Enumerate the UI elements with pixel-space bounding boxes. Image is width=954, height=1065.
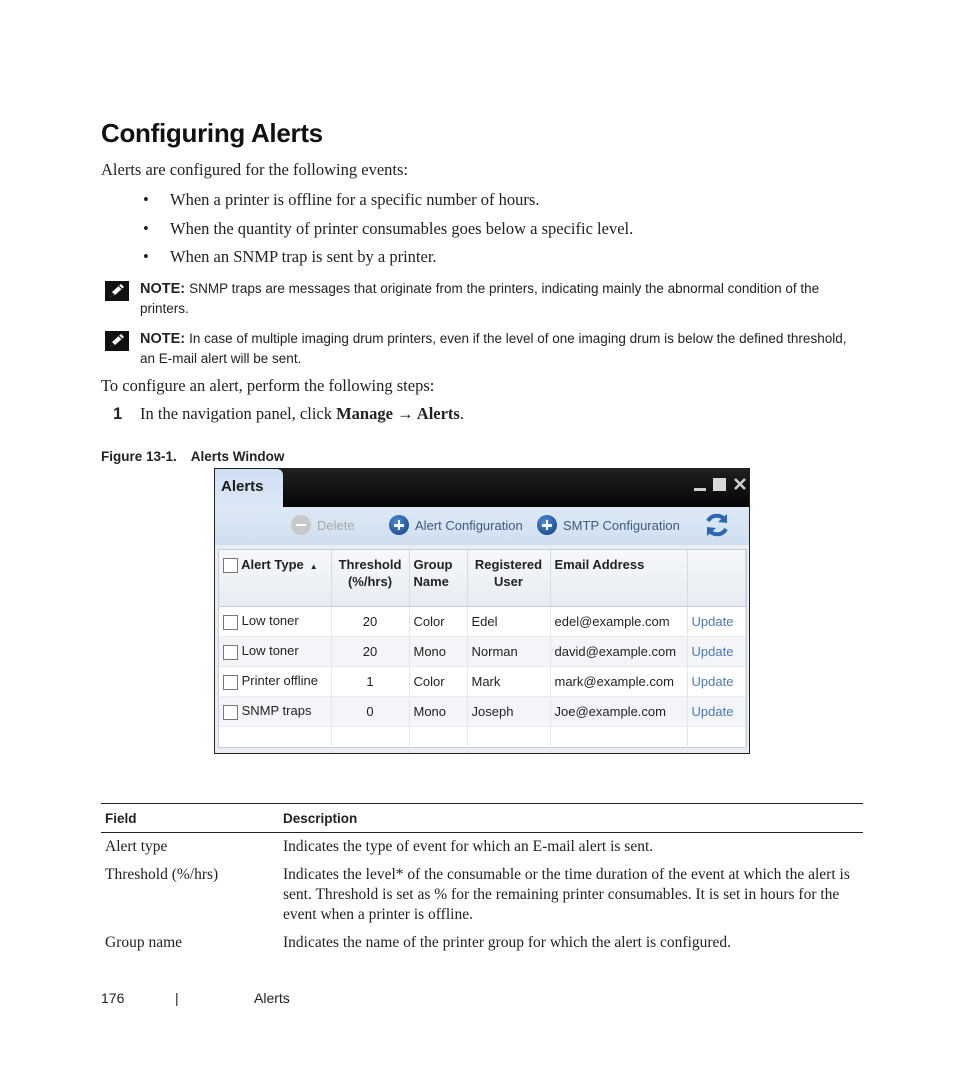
note-label: NOTE: xyxy=(140,281,186,297)
alerts-grid xyxy=(218,549,747,748)
figure-title: Alerts Window xyxy=(190,449,285,464)
bullet-icon: • xyxy=(143,190,149,209)
field-description: Indicates the type of event for which an E-mail alert is sent. xyxy=(283,838,654,855)
pencil-note-icon xyxy=(105,331,129,351)
figure-caption xyxy=(101,449,284,464)
column-threshold[interactable]: Threshold (%/hrs) xyxy=(331,550,409,607)
steps-intro: To configure an alert, perform the following steps: xyxy=(101,376,435,395)
header-field: Field xyxy=(101,804,279,833)
cell-threshold: 20 xyxy=(331,637,409,667)
cell-user: Edel xyxy=(467,607,550,637)
cell-user: Mark xyxy=(467,667,550,697)
column-action xyxy=(687,550,746,607)
field-description-table xyxy=(101,803,863,957)
column-registered-user[interactable]: Registered User xyxy=(467,550,550,607)
row-checkbox[interactable] xyxy=(223,615,238,630)
note-text: In case of multiple imaging drum printers, even if the level of one imaging drum is below the defined threshold, an E-mail alert will be sent. xyxy=(140,331,847,366)
update-link[interactable]: Update xyxy=(687,637,746,667)
note-imaging-drum xyxy=(101,329,861,369)
alerts-window xyxy=(214,468,750,754)
cell-alert-type: SNMP traps xyxy=(241,703,312,719)
sort-ascending-icon: ▲ xyxy=(309,562,318,571)
plus-circle-icon xyxy=(537,515,557,535)
empty-row xyxy=(219,727,746,755)
figure-label: Figure 13-1. xyxy=(101,449,177,464)
cell-email: david@example.com xyxy=(550,637,687,667)
event-list xyxy=(143,188,633,274)
cell-threshold: 20 xyxy=(331,607,409,637)
cell-alert-type: Printer offline xyxy=(241,673,318,689)
cell-threshold: 1 xyxy=(331,667,409,697)
cell-email: edel@example.com xyxy=(550,607,687,637)
bullet-icon: • xyxy=(143,247,149,266)
cell-email: mark@example.com xyxy=(550,667,687,697)
window-toolbar xyxy=(215,507,749,545)
table-row[interactable] xyxy=(219,637,746,667)
update-link[interactable]: Update xyxy=(687,667,746,697)
step-number: 1 xyxy=(113,405,123,423)
column-group-name[interactable]: Group Name xyxy=(409,550,467,607)
close-icon[interactable] xyxy=(733,477,747,491)
column-alert-type[interactable]: Alert Type ▲ xyxy=(219,550,331,607)
cell-alert-type: Low toner xyxy=(241,613,299,629)
list-item-text: When a printer is offline for a specific number of hours. xyxy=(170,190,540,209)
cell-group: Color xyxy=(409,607,467,637)
window-controls xyxy=(693,477,747,491)
cell-group: Mono xyxy=(409,697,467,727)
intro-text: Alerts are configured for the following events: xyxy=(101,160,408,179)
footer-section: Alerts xyxy=(254,990,290,1006)
maximize-icon[interactable] xyxy=(713,477,727,491)
update-link[interactable]: Update xyxy=(687,697,746,727)
window-titlebar xyxy=(215,469,749,507)
smtp-configuration-button[interactable]: SMTP Configuration xyxy=(537,513,680,537)
field-name: Alert type xyxy=(105,838,168,855)
page-number: 176 xyxy=(101,990,125,1006)
minimize-icon[interactable] xyxy=(693,477,707,491)
field-name: Threshold (%/hrs) xyxy=(105,866,219,883)
field-description: Indicates the level* of the consumable or the time duration of the event at which the alert is sent. Threshold is set as % for the remaining printer consumables. It is set in hours for the event when a printer is offline. xyxy=(283,866,850,923)
cell-group: Color xyxy=(409,667,467,697)
plus-circle-icon xyxy=(389,515,409,535)
list-item xyxy=(143,188,633,217)
row-checkbox[interactable] xyxy=(223,675,238,690)
note-label: NOTE: xyxy=(140,331,186,347)
cell-threshold: 0 xyxy=(331,697,409,727)
alert-configuration-button[interactable]: Alert Configuration xyxy=(389,513,523,537)
list-item xyxy=(143,245,633,274)
table-row xyxy=(101,929,863,957)
table-row xyxy=(101,833,863,862)
footer-divider: | xyxy=(175,990,179,1006)
table-row[interactable] xyxy=(219,607,746,637)
row-checkbox[interactable] xyxy=(223,645,238,660)
cell-alert-type: Low toner xyxy=(241,643,299,659)
note-text: SNMP traps are messages that originate from the printers, indicating mainly the abnormal condition of the printers. xyxy=(140,281,820,316)
field-description: Indicates the name of the printer group for which the alert is configured. xyxy=(283,934,732,951)
cell-user: Joseph xyxy=(467,697,550,727)
bullet-icon: • xyxy=(143,218,149,238)
table-row xyxy=(101,861,863,929)
table-row[interactable] xyxy=(219,667,746,697)
step-1 xyxy=(113,404,464,424)
page-title: Configuring Alerts xyxy=(101,118,323,148)
field-name: Group name xyxy=(105,934,183,951)
cell-group: Mono xyxy=(409,637,467,667)
list-item-text: When the quantity of printer consumables goes below a specific level. xyxy=(170,218,634,238)
column-email-address[interactable]: Email Address xyxy=(550,550,687,607)
update-link[interactable]: Update xyxy=(687,607,746,637)
step-menu-path: Manage → Alerts xyxy=(336,404,460,423)
header-description: Description xyxy=(279,804,863,833)
list-item xyxy=(143,217,633,246)
window-tab-alerts[interactable] xyxy=(215,469,283,507)
pencil-note-icon xyxy=(105,281,129,301)
table-row[interactable] xyxy=(219,697,746,727)
window-title: Alerts xyxy=(221,478,264,495)
refresh-icon[interactable] xyxy=(703,511,731,539)
grid-header-row xyxy=(219,550,746,607)
row-checkbox[interactable] xyxy=(223,705,238,720)
step-text: In the navigation panel, click xyxy=(140,404,337,423)
select-all-checkbox[interactable] xyxy=(223,558,238,573)
step-suffix: . xyxy=(459,404,464,423)
cell-email: Joe@example.com xyxy=(550,697,687,727)
list-item-text: When an SNMP trap is sent by a printer. xyxy=(170,247,437,266)
table-header-row xyxy=(101,804,863,833)
delete-button[interactable]: Delete xyxy=(291,513,355,537)
minus-circle-icon xyxy=(291,515,311,535)
note-snmp xyxy=(101,279,861,319)
cell-user: Norman xyxy=(467,637,550,667)
